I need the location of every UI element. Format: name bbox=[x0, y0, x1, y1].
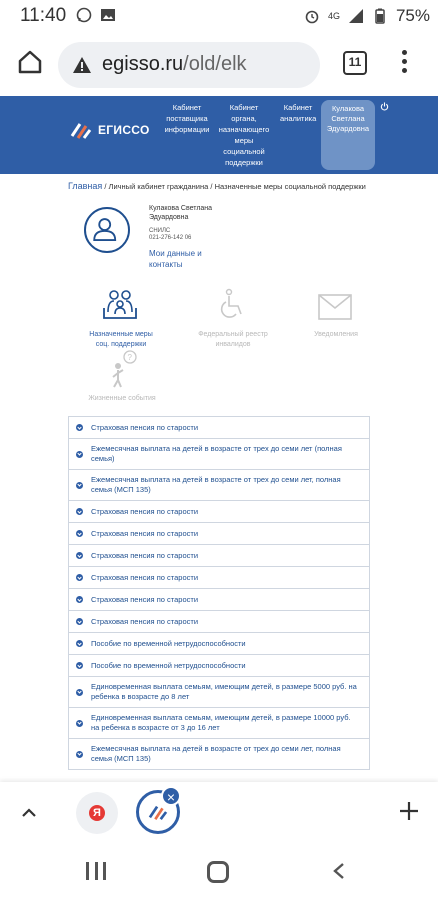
measure-item[interactable]: Страховая пенсия по старости bbox=[69, 567, 369, 589]
yandex-tab[interactable] bbox=[76, 792, 118, 834]
chevron-down-icon bbox=[76, 596, 83, 603]
measures-list bbox=[68, 416, 370, 770]
chevron-down-icon bbox=[76, 482, 83, 489]
tile-life-events: Жизненные события bbox=[88, 395, 156, 402]
measure-item[interactable]: Страховая пенсия по старости bbox=[69, 589, 369, 611]
svg-text:?: ? bbox=[127, 353, 132, 362]
logo-text: ЕГИССО bbox=[98, 123, 150, 137]
warning-icon[interactable] bbox=[72, 55, 92, 75]
chevron-down-icon bbox=[76, 552, 83, 559]
yandex-icon: Я bbox=[89, 805, 105, 821]
egisso-tab-icon bbox=[148, 803, 168, 821]
home-icon[interactable] bbox=[16, 48, 44, 76]
family-icon[interactable] bbox=[102, 288, 138, 322]
status-bar bbox=[0, 0, 438, 32]
chevron-down-icon bbox=[76, 451, 83, 458]
tile-disability-registry: Федеральный реестр инвалидов bbox=[198, 331, 268, 348]
profile-name: Кулакова Светлана Эдуардовна bbox=[149, 205, 213, 221]
wheelchair-icon bbox=[217, 288, 247, 320]
measure-item[interactable]: Страховая пенсия по старости bbox=[69, 501, 369, 523]
browser-toolbar bbox=[0, 32, 438, 96]
nav-authority-cabinet[interactable]: Кабинет органа, назначающего меры социальной поддержки bbox=[218, 103, 270, 167]
tab-switcher-button[interactable]: 11 bbox=[343, 51, 367, 75]
network-type: 4G bbox=[327, 11, 340, 21]
measure-item[interactable]: Страховая пенсия по старости bbox=[69, 523, 369, 545]
life-events-icon bbox=[106, 350, 140, 388]
chevron-down-icon bbox=[76, 618, 83, 625]
chevron-down-icon bbox=[76, 689, 83, 696]
snils-value: 021-276-142 06 bbox=[149, 235, 192, 241]
egisso-logo-icon bbox=[70, 120, 92, 140]
back-icon[interactable] bbox=[332, 862, 346, 880]
battery-level: 75% bbox=[395, 6, 430, 25]
alarm-icon bbox=[304, 8, 320, 24]
url-text[interactable]: egisso.ru/old/elk bbox=[102, 53, 247, 75]
measure-item[interactable]: Единовременная выплата семьям, имеющим детей, в размере 5000 руб. на ребенка в возрасте до 8 лет bbox=[69, 677, 369, 708]
gallery-icon bbox=[100, 7, 116, 23]
tile-assigned-measures[interactable]: Назначенные меры соц. поддержки bbox=[89, 331, 153, 348]
breadcrumb-home-link[interactable]: Главная bbox=[68, 181, 103, 191]
chevron-down-icon bbox=[76, 720, 83, 727]
chevron-down-icon bbox=[76, 424, 83, 431]
snils-label: СНИЛС bbox=[149, 228, 171, 234]
nav-provider-cabinet[interactable]: Кабинет поставщика информации bbox=[164, 103, 210, 134]
recent-apps-icon[interactable] bbox=[86, 862, 106, 880]
chevron-down-icon bbox=[76, 662, 83, 669]
whatsapp-icon bbox=[76, 7, 92, 23]
close-tab-icon[interactable]: × bbox=[161, 786, 181, 806]
logout-icon[interactable] bbox=[380, 102, 389, 111]
battery-icon bbox=[372, 8, 388, 24]
avatar bbox=[84, 207, 130, 253]
chevron-down-icon bbox=[76, 530, 83, 537]
tile-notifications: Уведомления bbox=[314, 331, 358, 338]
measure-item[interactable]: Страховая пенсия по старости bbox=[69, 545, 369, 567]
chevron-up-icon[interactable] bbox=[20, 804, 38, 822]
my-data-link[interactable]: Мои данные и контакты bbox=[149, 249, 202, 269]
system-nav-bar bbox=[0, 844, 438, 900]
measure-item[interactable]: Единовременная выплата семьям, имеющим детей, в размере 10000 руб. на ребенка в возрасте от 3 до 16 лет bbox=[69, 708, 369, 739]
measure-item[interactable]: Пособие по временной нетрудоспособности bbox=[69, 633, 369, 655]
signal-icon bbox=[348, 8, 364, 24]
new-tab-icon[interactable] bbox=[398, 800, 420, 822]
measure-item[interactable]: Страховая пенсия по старости bbox=[69, 417, 369, 439]
browser-bottom-bar bbox=[0, 782, 438, 844]
home-button[interactable] bbox=[207, 861, 229, 883]
chevron-down-icon bbox=[76, 751, 83, 758]
breadcrumb-path: / Личный кабинет гражданина / Назначенные меры социальной поддержки bbox=[102, 182, 366, 191]
measure-item[interactable]: Ежемесячная выплата на детей в возрасте от трех до семи лет (полная семья) bbox=[69, 439, 369, 470]
nav-analyst-cabinet[interactable]: Кабинет аналитика bbox=[280, 103, 317, 123]
measure-item[interactable]: Ежемесячная выплата на детей в возрасте от трех до семи лет, полная семья (МСП 135) bbox=[69, 470, 369, 501]
measure-item[interactable]: Ежемесячная выплата на детей в возрасте от трех до семи лет, полная семья (МСП 135) bbox=[69, 739, 369, 770]
measure-item[interactable]: Страховая пенсия по старости bbox=[69, 611, 369, 633]
overflow-menu-icon[interactable] bbox=[397, 50, 411, 78]
chevron-down-icon bbox=[76, 574, 83, 581]
breadcrumb bbox=[68, 181, 366, 191]
egisso-logo[interactable] bbox=[70, 120, 150, 140]
site-header bbox=[0, 96, 438, 174]
chevron-down-icon bbox=[76, 640, 83, 647]
status-time: 11:40 bbox=[20, 5, 67, 26]
envelope-icon bbox=[318, 294, 352, 320]
address-bar[interactable] bbox=[58, 42, 320, 88]
chevron-down-icon bbox=[76, 508, 83, 515]
nav-user-profile[interactable]: Кулакова Светлана Эдуардовна bbox=[321, 100, 375, 170]
measure-item[interactable]: Пособие по временной нетрудоспособности bbox=[69, 655, 369, 677]
